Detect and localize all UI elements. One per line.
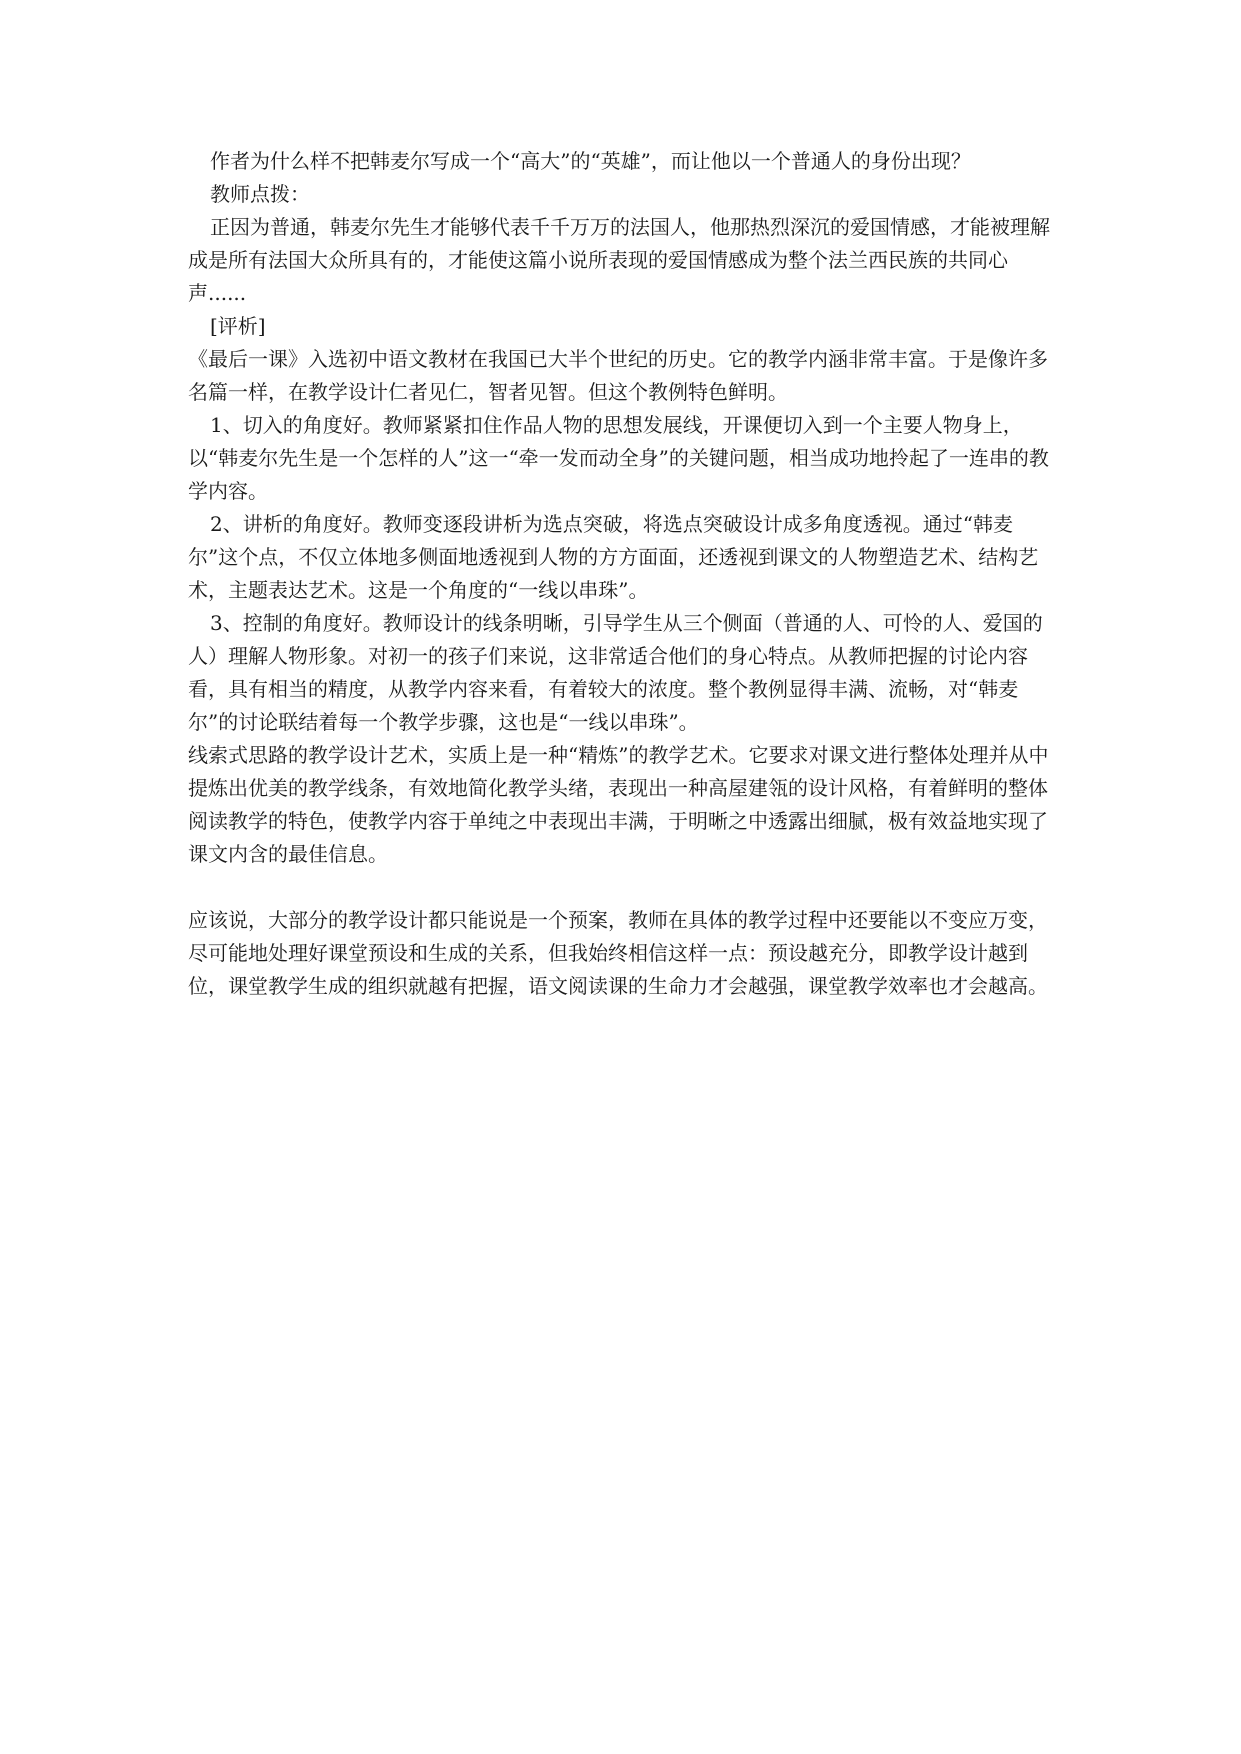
conclusion-paragraph: 应该说，大部分的教学设计都只能说是一个预案，教师在具体的教学过程中还要能以不变应万变，尽可能地处理好课堂预设和生成的关系，但我始终相信这样一点：预设越充分，即教学设计越到位，课堂教学生成的组织就越有把握，语文阅读课的生命力才会越强，课堂教学效率也才会越高。 bbox=[188, 908, 1048, 998]
teacher-guidance-heading: 教师点拨： bbox=[210, 182, 310, 206]
guidance-paragraph: 正因为普通，韩麦尔先生才能够代表千千万万的法国人，他那热烈深沉的爱国情感，才能被理解成是所有法国大众所具有的，才能使这篇小说所表现的爱国情感成为整个法兰西民族的共同心声...... bbox=[188, 215, 1050, 305]
point-1-paragraph: 1、切入的角度好。教师紧紧扣住作品人物的思想发展线，开课便切入到一个主要人物身上，以“韩麦尔先生是一个怎样的人”这一“牵一发而动全身”的关键问题，相当成功地拎起了一连串的教学内容。 bbox=[188, 413, 1049, 503]
paragraph-gap bbox=[188, 871, 1058, 904]
commentary-heading: [评析] bbox=[210, 314, 266, 338]
commentary-intro-paragraph: 《最后一课》入选初中语文教材在我国已大半个世纪的历史。它的教学内涵非常丰富。于是像许多名篇一样，在教学设计仁者见仁，智者见智。但这个教例特色鲜明。 bbox=[188, 347, 1048, 404]
document-body bbox=[188, 145, 1058, 1003]
point-2-paragraph: 2、讲析的角度好。教师变逐段讲析为选点突破，将选点突破设计成多角度透视。通过“韩麦尔”这个点，不仅立体地多侧面地透视到人物的方方面面，还透视到课文的人物塑造艺术、结构艺术，主题表达艺术。这是一个角度的“一线以串珠”。 bbox=[188, 512, 1039, 602]
point-3-paragraph: 3、控制的角度好。教师设计的线条明晰，引导学生从三个侧面（普通的人、可怜的人、爱国的人）理解人物形象。对初一的孩子们来说，这非常适合他们的身心特点。从教师把握的讨论内容看，具有相当的精度，从教学内容来看，有着较大的浓度。整个教例显得丰满、流畅，对“韩麦尔”的讨论联结着每一个教学步骤，这也是“一线以串珠”。 bbox=[188, 611, 1043, 734]
question-paragraph: 作者为什么样不把韩麦尔写成一个“高大”的“英雄”，而让他以一个普通人的身份出现？ bbox=[210, 149, 971, 173]
summary-paragraph: 线索式思路的教学设计艺术，实质上是一种“精炼”的教学艺术。它要求对课文进行整体处理并从中提炼出优美的教学线条，有效地简化教学头绪，表现出一种高屋建瓴的设计风格，有着鲜明的整体阅读教学的特色，使教学内容于单纯之中表现出丰满，于明晰之中透露出细腻，极有效益地实现了课文内含的最佳信息。 bbox=[188, 743, 1049, 866]
